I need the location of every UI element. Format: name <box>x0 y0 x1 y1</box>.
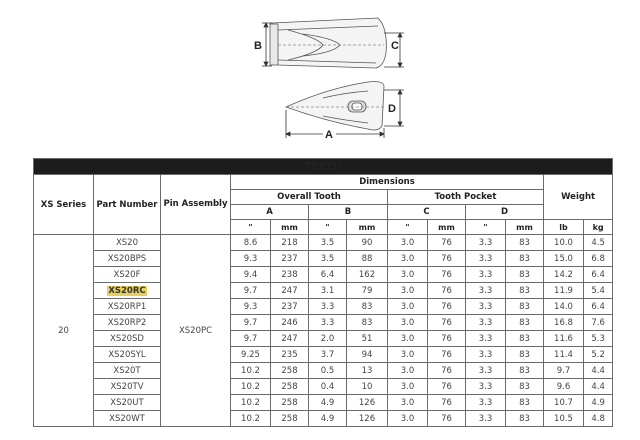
cell-d-in: 3.3 <box>466 395 506 411</box>
cell-c-in: 3.0 <box>388 411 428 427</box>
part-number: XS20SYL <box>108 349 146 360</box>
cell-d-in: 3.3 <box>466 347 506 363</box>
cell-lb: 14.0 <box>544 299 584 315</box>
cell-d-mm: 83 <box>506 267 544 283</box>
cell-kg: 4.4 <box>584 379 613 395</box>
cell-kg: 4.4 <box>584 363 613 379</box>
unit-b-inch: " <box>309 220 347 235</box>
cell-a-in: 10.2 <box>231 363 271 379</box>
cell-lb: 9.7 <box>544 363 584 379</box>
cell-d-mm: 83 <box>506 251 544 267</box>
cell-b-mm: 94 <box>347 347 388 363</box>
cell-a-mm: 237 <box>271 299 309 315</box>
cell-c-mm: 76 <box>428 379 466 395</box>
cell-a-mm: 218 <box>271 235 309 251</box>
cell-c-in: 3.0 <box>388 347 428 363</box>
cell-a-mm: 258 <box>271 379 309 395</box>
cell-a-mm: 258 <box>271 411 309 427</box>
cell-c-in: 3.0 <box>388 299 428 315</box>
cell-a-in: 10.2 <box>231 395 271 411</box>
tooth-drawing-icon <box>248 8 418 140</box>
unit-d-mm: mm <box>506 220 544 235</box>
cell-c-in: 3.0 <box>388 315 428 331</box>
unit-kg: kg <box>584 220 613 235</box>
cell-a-in: 9.3 <box>231 251 271 267</box>
dimension-label-b: B <box>254 40 262 52</box>
cell-b-mm: 13 <box>347 363 388 379</box>
cell-d-in: 3.3 <box>466 299 506 315</box>
cell-c-in: 3.0 <box>388 379 428 395</box>
cell-b-mm: 90 <box>347 235 388 251</box>
cell-a-mm: 247 <box>271 331 309 347</box>
cell-b-mm: 83 <box>347 315 388 331</box>
cell-c-mm: 76 <box>428 299 466 315</box>
cell-b-in: 3.7 <box>309 347 347 363</box>
pin-assembly-cell: XS20PC <box>161 235 231 427</box>
header-weight: Weight <box>544 175 613 220</box>
cell-a-mm: 258 <box>271 395 309 411</box>
part-number-cell <box>94 235 161 251</box>
cell-a-mm: 247 <box>271 283 309 299</box>
cell-lb: 14.2 <box>544 267 584 283</box>
cell-lb: 11.9 <box>544 283 584 299</box>
cell-kg: 4.9 <box>584 395 613 411</box>
unit-a-mm: mm <box>271 220 309 235</box>
cell-c-in: 3.0 <box>388 331 428 347</box>
cell-lb: 11.6 <box>544 331 584 347</box>
part-number: XS20UT <box>110 397 144 408</box>
cell-b-mm: 162 <box>347 267 388 283</box>
header-b: B <box>309 205 388 220</box>
cell-d-mm: 83 <box>506 395 544 411</box>
cell-lb: 10.7 <box>544 395 584 411</box>
part-number-cell <box>94 379 161 395</box>
cell-a-mm: 246 <box>271 315 309 331</box>
header-dimensions: Dimensions <box>231 175 544 190</box>
dimension-label-a: A <box>325 129 333 140</box>
cell-d-mm: 83 <box>506 379 544 395</box>
cell-lb: 15.0 <box>544 251 584 267</box>
tooth-dimension-diagram <box>248 8 418 140</box>
cell-b-in: 3.3 <box>309 299 347 315</box>
cell-c-mm: 76 <box>428 347 466 363</box>
cell-b-in: 3.5 <box>309 235 347 251</box>
cell-a-in: 9.4 <box>231 267 271 283</box>
cell-c-mm: 76 <box>428 251 466 267</box>
unit-d-inch: " <box>466 220 506 235</box>
unit-b-mm: mm <box>347 220 388 235</box>
cell-d-mm: 83 <box>506 411 544 427</box>
cell-d-mm: 83 <box>506 235 544 251</box>
cell-d-in: 3.3 <box>466 379 506 395</box>
cell-c-mm: 76 <box>428 283 466 299</box>
cell-b-mm: 51 <box>347 331 388 347</box>
table-row <box>34 347 613 363</box>
cell-b-mm: 10 <box>347 379 388 395</box>
part-number: XS20BPS <box>107 253 147 264</box>
cell-b-mm: 83 <box>347 299 388 315</box>
cell-a-in: 9.7 <box>231 283 271 299</box>
table-row <box>34 283 613 299</box>
table-row <box>34 315 613 331</box>
cell-kg: 7.6 <box>584 315 613 331</box>
part-number-cell <box>94 395 161 411</box>
cell-d-in: 3.3 <box>466 315 506 331</box>
part-number: XS20SD <box>110 333 144 344</box>
part-number: XS20 <box>115 237 139 248</box>
cell-d-mm: 83 <box>506 299 544 315</box>
part-number-cell <box>94 315 161 331</box>
cell-b-in: 0.4 <box>309 379 347 395</box>
header-c: C <box>388 205 466 220</box>
header-part-number: Part Number <box>94 175 161 235</box>
table-row <box>34 379 613 395</box>
cell-c-mm: 76 <box>428 395 466 411</box>
cell-b-in: 4.9 <box>309 395 347 411</box>
cell-d-mm: 83 <box>506 347 544 363</box>
cell-d-in: 3.3 <box>466 331 506 347</box>
cell-b-in: 0.5 <box>309 363 347 379</box>
cell-kg: 6.4 <box>584 299 613 315</box>
cell-d-in: 3.3 <box>466 251 506 267</box>
cell-c-mm: 76 <box>428 315 466 331</box>
cell-b-in: 4.9 <box>309 411 347 427</box>
cell-a-mm: 258 <box>271 363 309 379</box>
cell-lb: 16.8 <box>544 315 584 331</box>
cell-d-in: 3.3 <box>466 267 506 283</box>
unit-c-inch: " <box>388 220 428 235</box>
cell-kg: 6.8 <box>584 251 613 267</box>
header-overall-tooth: Overall Tooth <box>231 190 388 205</box>
part-number-cell <box>94 267 161 283</box>
table-row <box>34 251 613 267</box>
part-number: XS20T <box>113 365 141 376</box>
cell-lb: 10.0 <box>544 235 584 251</box>
cell-a-in: 10.2 <box>231 411 271 427</box>
cell-d-mm: 83 <box>506 283 544 299</box>
header-a: A <box>231 205 309 220</box>
cell-b-in: 3.1 <box>309 283 347 299</box>
cell-c-in: 3.0 <box>388 283 428 299</box>
highlighted-part-number: XS20RC <box>108 285 146 296</box>
table-title: TEETH <box>34 159 613 175</box>
cell-d-in: 3.3 <box>466 411 506 427</box>
cell-d-mm: 83 <box>506 315 544 331</box>
part-number-cell <box>94 251 161 267</box>
cell-c-in: 3.0 <box>388 363 428 379</box>
header-d: D <box>466 205 544 220</box>
cell-c-mm: 76 <box>428 331 466 347</box>
cell-b-mm: 126 <box>347 395 388 411</box>
cell-c-in: 3.0 <box>388 251 428 267</box>
part-number: XS20F <box>113 269 141 280</box>
cell-b-mm: 88 <box>347 251 388 267</box>
cell-b-in: 6.4 <box>309 267 347 283</box>
cell-b-in: 3.5 <box>309 251 347 267</box>
cell-kg: 6.4 <box>584 267 613 283</box>
header-tooth-pocket: Tooth Pocket <box>388 190 544 205</box>
cell-b-mm: 79 <box>347 283 388 299</box>
cell-a-in: 9.7 <box>231 331 271 347</box>
cell-c-in: 3.0 <box>388 267 428 283</box>
cell-a-in: 10.2 <box>231 379 271 395</box>
cell-lb: 11.4 <box>544 347 584 363</box>
cell-d-in: 3.3 <box>466 283 506 299</box>
cell-kg: 4.8 <box>584 411 613 427</box>
part-number-cell <box>94 347 161 363</box>
part-number: XS20RP2 <box>107 317 147 328</box>
part-number: XS20TV <box>110 381 144 392</box>
table-row <box>34 411 613 427</box>
header-xs-series: XS Series <box>34 175 94 235</box>
cell-lb: 9.6 <box>544 379 584 395</box>
cell-c-mm: 76 <box>428 267 466 283</box>
table-row <box>34 235 613 251</box>
table-row <box>34 395 613 411</box>
dimension-label-d: D <box>388 103 396 115</box>
part-number: XS20RP1 <box>107 301 147 312</box>
cell-a-in: 8.6 <box>231 235 271 251</box>
unit-a-inch: " <box>231 220 271 235</box>
unit-c-mm: mm <box>428 220 466 235</box>
cell-d-in: 3.3 <box>466 363 506 379</box>
table-row <box>34 267 613 283</box>
cell-d-mm: 83 <box>506 331 544 347</box>
cell-c-mm: 76 <box>428 411 466 427</box>
cell-a-mm: 235 <box>271 347 309 363</box>
cell-kg: 5.4 <box>584 283 613 299</box>
part-number-cell <box>94 363 161 379</box>
unit-lb: lb <box>544 220 584 235</box>
cell-b-in: 3.3 <box>309 315 347 331</box>
cell-c-mm: 76 <box>428 235 466 251</box>
table-row <box>34 331 613 347</box>
cell-a-in: 9.25 <box>231 347 271 363</box>
teeth-spec-table <box>33 158 613 427</box>
part-number-cell <box>94 411 161 427</box>
header-pin-assembly: Pin Assembly <box>161 175 231 235</box>
cell-a-mm: 237 <box>271 251 309 267</box>
cell-kg: 4.5 <box>584 235 613 251</box>
table-body <box>34 235 613 427</box>
cell-a-in: 9.3 <box>231 299 271 315</box>
cell-c-in: 3.0 <box>388 395 428 411</box>
cell-c-in: 3.0 <box>388 235 428 251</box>
cell-d-in: 3.3 <box>466 235 506 251</box>
cell-c-mm: 76 <box>428 363 466 379</box>
cell-d-mm: 83 <box>506 363 544 379</box>
cell-a-mm: 238 <box>271 267 309 283</box>
cell-lb: 10.5 <box>544 411 584 427</box>
series-cell: 20 <box>34 235 94 427</box>
part-number-cell <box>94 283 161 299</box>
cell-kg: 5.2 <box>584 347 613 363</box>
dimension-label-c: C <box>391 40 399 52</box>
cell-kg: 5.3 <box>584 331 613 347</box>
table-row <box>34 299 613 315</box>
cell-a-in: 9.7 <box>231 315 271 331</box>
table-row <box>34 363 613 379</box>
part-number-cell <box>94 331 161 347</box>
cell-b-mm: 126 <box>347 411 388 427</box>
part-number: XS20WT <box>109 413 145 424</box>
part-number-cell <box>94 299 161 315</box>
cell-b-in: 2.0 <box>309 331 347 347</box>
